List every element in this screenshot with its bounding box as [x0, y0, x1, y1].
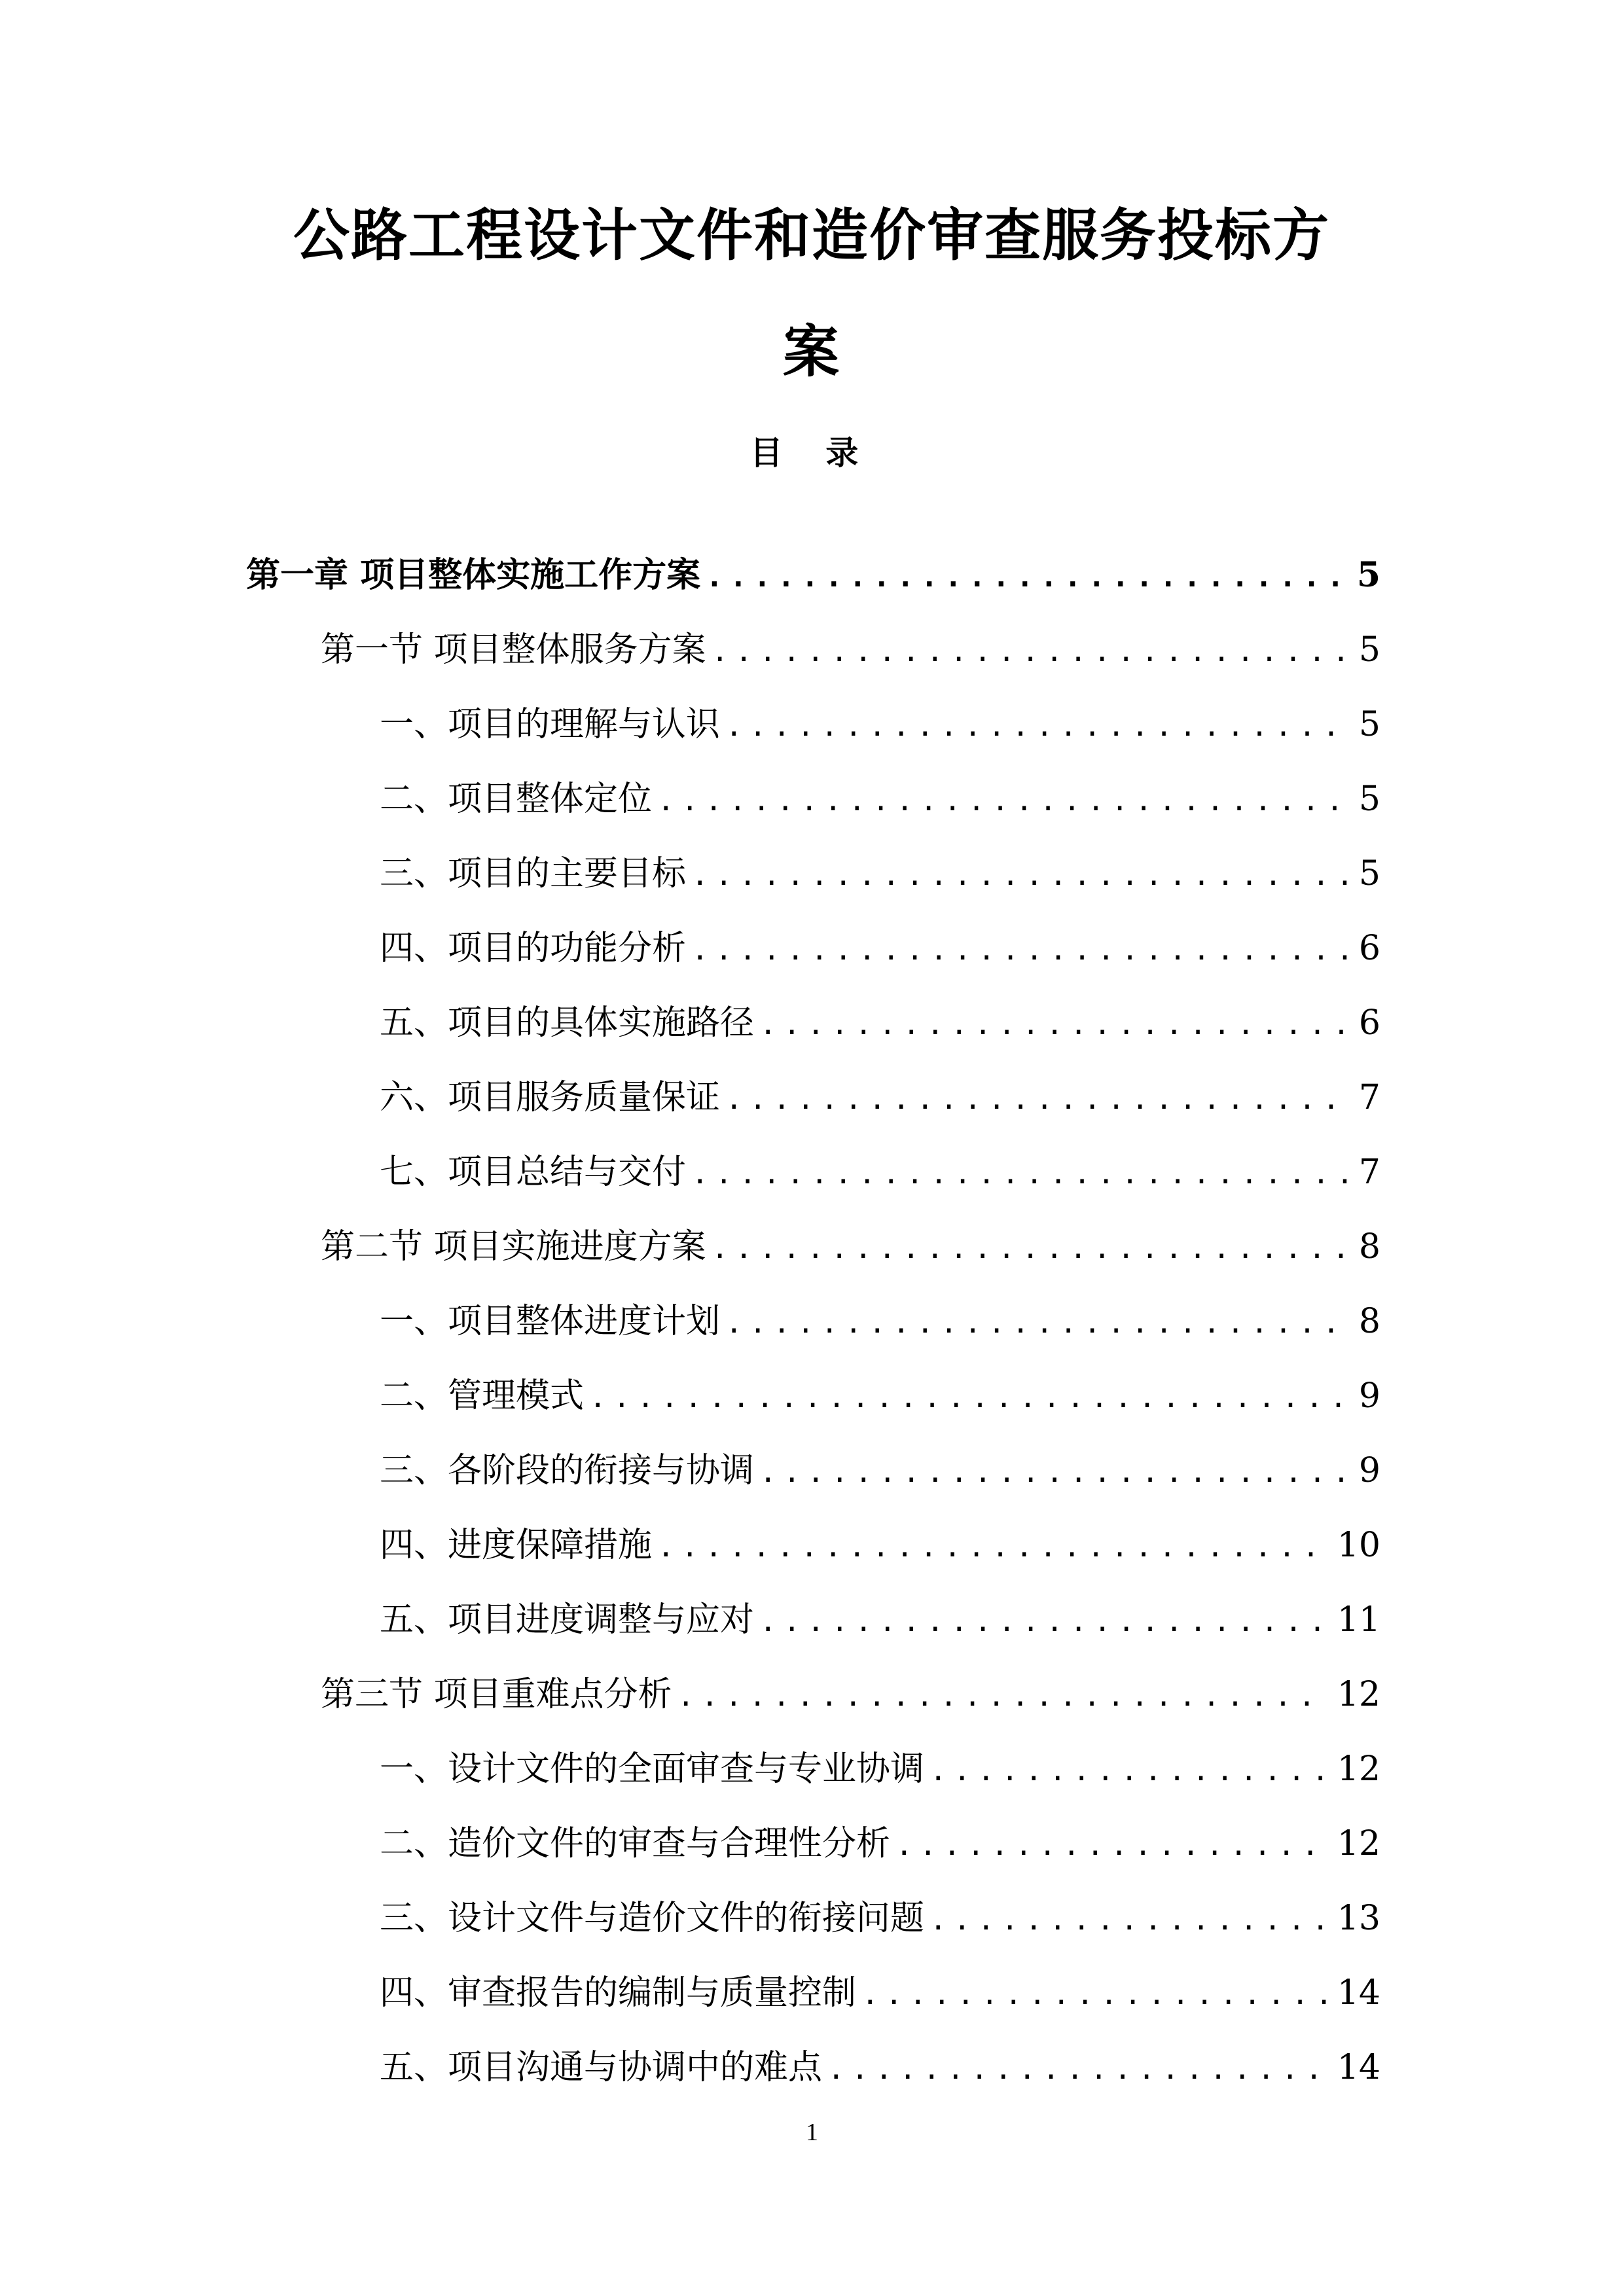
toc-entry-page: 7: [1358, 1078, 1380, 1117]
toc-entry-page: 5: [1358, 780, 1380, 819]
toc-entry-page: 5: [1358, 630, 1380, 670]
toc-entry-section-2[interactable]: [0, 1225, 1624, 1300]
toc-dot-leader: [759, 1451, 1350, 1494]
toc-dot-leader: [895, 1824, 1328, 1867]
toc-entry-text: 二、管理模式: [380, 1376, 585, 1416]
toc-entry-page: 12: [1337, 1675, 1380, 1714]
toc-entry[interactable]: [0, 1524, 1624, 1598]
toc-dot-leader: [759, 1600, 1328, 1643]
toc-entry-page: 8: [1358, 1227, 1380, 1266]
toc-dot-leader: [712, 1227, 1350, 1270]
toc-entry-text: 四、审查报告的编制与质量控制: [380, 1973, 857, 2013]
toc-heading: 目 录: [749, 434, 875, 472]
toc-entry-text: 三、项目的主要目标: [380, 854, 687, 893]
toc-dot-leader: [929, 1899, 1328, 1942]
page-number: 1: [806, 2119, 818, 2146]
toc-dot-leader: [929, 1749, 1328, 1793]
toc-entry-text: 三、设计文件与造价文件的衔接问题: [380, 1899, 925, 1938]
toc-entry[interactable]: [0, 1971, 1624, 2046]
toc-entry[interactable]: [0, 1076, 1624, 1151]
toc-dot-leader: [657, 1526, 1328, 1569]
toc-dot-leader: [691, 854, 1350, 897]
toc-entry-text: 一、项目整体进度计划: [380, 1302, 721, 1341]
toc-dot-leader: [712, 630, 1350, 673]
toc-dot-leader: [725, 1078, 1350, 1121]
toc-entry[interactable]: [0, 1300, 1624, 1374]
toc-entry-page: 12: [1337, 1824, 1380, 1863]
toc-dot-leader: [691, 929, 1350, 972]
toc-entry-text: 第一节 项目整体服务方案: [321, 630, 706, 670]
toc-dot-leader: [691, 1153, 1350, 1196]
toc-entry[interactable]: [0, 778, 1624, 852]
toc-entry-page: 6: [1358, 1003, 1380, 1043]
toc-entry-page: 5: [1356, 555, 1380, 595]
toc-entry-text: 一、项目的理解与认识: [380, 705, 721, 744]
toc-entry-text: 第三节 项目重难点分析: [321, 1675, 672, 1714]
toc-entry-text: 二、项目整体定位: [380, 780, 653, 819]
toc-entry-text: 五、项目进度调整与应对: [380, 1600, 755, 1640]
toc-entry-page: 9: [1358, 1451, 1380, 1490]
toc-entry[interactable]: [0, 1822, 1624, 1897]
toc-dot-leader: [677, 1675, 1328, 1718]
toc-entry-text: 二、造价文件的审查与合理性分析: [380, 1824, 891, 1863]
toc-entry-text: 第一章 项目整体实施工作方案: [246, 556, 701, 595]
toc-entry[interactable]: [0, 1151, 1624, 1225]
document-title-line-2: 案: [783, 319, 840, 385]
toc-entry-page: 7: [1358, 1153, 1380, 1192]
toc-entry-page: 8: [1358, 1302, 1380, 1341]
toc-entry-page: 5: [1358, 854, 1380, 893]
toc-entry[interactable]: [0, 1598, 1624, 1673]
toc-entry-page: 12: [1337, 1749, 1380, 1789]
toc-entry[interactable]: [0, 1001, 1624, 1076]
toc-dot-leader: [589, 1376, 1350, 1420]
document-title-line-1: 公路工程设计文件和造价审查服务投标方: [293, 203, 1330, 268]
toc-entry-text: 四、项目的功能分析: [380, 929, 687, 968]
toc-dot-leader: [657, 780, 1350, 823]
toc-entry[interactable]: [0, 703, 1624, 778]
toc-entry-page: 9: [1358, 1376, 1380, 1416]
toc-entry-page: 13: [1337, 1899, 1380, 1938]
toc-dot-leader: [827, 2048, 1328, 2091]
toc-entry[interactable]: [0, 852, 1624, 927]
toc-entry-section-1[interactable]: [0, 628, 1624, 703]
toc-dot-leader: [706, 556, 1348, 599]
toc-entry[interactable]: [0, 1748, 1624, 1822]
toc-entry-page: 11: [1337, 1600, 1380, 1640]
toc-dot-leader: [725, 705, 1350, 748]
toc-entry[interactable]: [0, 1449, 1624, 1524]
toc-entry-text: 四、进度保障措施: [380, 1526, 653, 1565]
toc-entry-page: 6: [1358, 929, 1380, 968]
toc-entry-page: 14: [1337, 1973, 1380, 2013]
toc-entry-section-3[interactable]: [0, 1673, 1624, 1748]
table-of-contents: [0, 554, 1624, 2121]
toc-entry-text: 七、项目总结与交付: [380, 1153, 687, 1192]
toc-entry-text: 第二节 项目实施进度方案: [321, 1227, 706, 1266]
toc-entry-page: 10: [1337, 1526, 1380, 1565]
toc-entry-text: 五、项目沟通与协调中的难点: [380, 2048, 823, 2087]
toc-entry-text: 一、设计文件的全面审查与专业协调: [380, 1749, 925, 1789]
toc-dot-leader: [861, 1973, 1328, 2017]
toc-entry-page: 14: [1337, 2048, 1380, 2087]
toc-entry[interactable]: [0, 1374, 1624, 1449]
toc-entry[interactable]: [0, 2046, 1624, 2121]
toc-entry[interactable]: [0, 927, 1624, 1001]
toc-entry-text: 六、项目服务质量保证: [380, 1078, 721, 1117]
toc-entry-text: 五、项目的具体实施路径: [380, 1003, 755, 1043]
toc-dot-leader: [759, 1003, 1350, 1047]
toc-entry-chapter-1[interactable]: [0, 554, 1624, 628]
toc-entry[interactable]: [0, 1897, 1624, 1971]
toc-entry-page: 5: [1358, 705, 1380, 744]
toc-entry-text: 三、各阶段的衔接与协调: [380, 1451, 755, 1490]
toc-dot-leader: [725, 1302, 1350, 1345]
